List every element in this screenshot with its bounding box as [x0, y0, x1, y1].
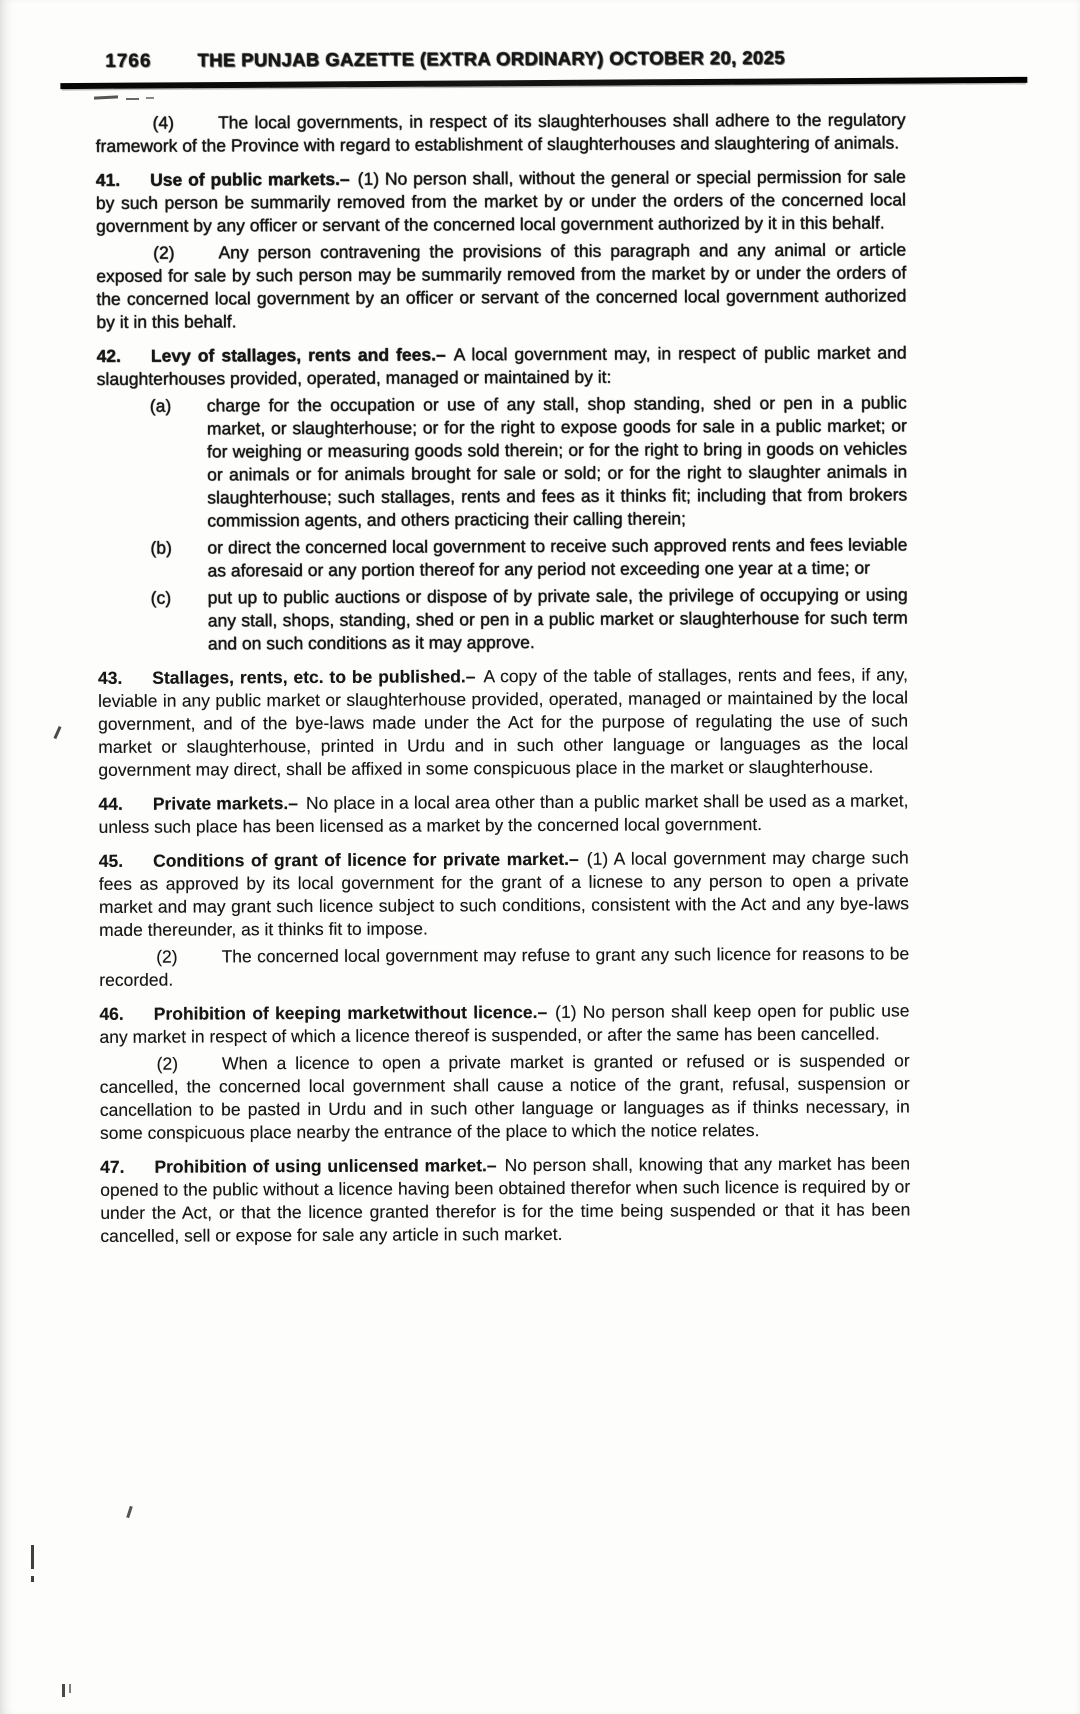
paragraph-4	[95, 108, 905, 158]
section-42-item-b-marker: (b)	[150, 537, 172, 558]
header-rule	[60, 77, 1027, 89]
section-45-sub-2-marker: (2)	[156, 946, 178, 967]
section-42-item-c	[98, 583, 908, 656]
scan-artifact	[69, 1684, 71, 1693]
section-41	[96, 165, 906, 238]
section-47-text: No person shall, knowing that any market has been opened to the public without a licence having been obtained therefor when such licence is required by or under the Act, or that the licence granted therefor is for the time being suspended or that it has been cancelled, sell or expose for sale any article in such market.	[100, 1153, 911, 1246]
section-44-number: 44.	[98, 793, 123, 814]
section-41-number: 41.	[95, 169, 121, 190]
section-41-sub-2-marker: (2)	[153, 242, 175, 263]
page-header	[0, 0, 1080, 73]
section-44-text: No place in a local area other than a public market shall be used as a market, unless such place has been licensed as a market by the concerned local government.	[98, 790, 909, 837]
section-43-text: A copy of the table of stallages, rents and fees, if any, leviable in any public market or slaughterhouse provided, operated, managed or maintained by the local government, and of the bye-laws made under the Act for the purpose of regulating the use of such market or slaughterhouse, printed in Urdu and in such other language or languages as the local government may direct, shall be affixed in some conspicuous place in the market or slaughterhouse.	[98, 664, 909, 780]
section-47	[100, 1152, 910, 1248]
scan-artifact	[146, 97, 154, 99]
section-42-title: Levy of stallages, rents and fees.–	[150, 344, 446, 366]
section-45-sub-2-text: The concerned local government may refuse to grant any such licence for reasons to be recorded.	[99, 943, 910, 990]
section-45-sub-2	[99, 942, 909, 992]
section-47-title: Prohibition of using unlicensed market.–	[154, 1155, 497, 1177]
section-47-number: 47.	[100, 1156, 125, 1177]
scan-artifact	[126, 1506, 133, 1518]
scan-artifact	[62, 1684, 65, 1697]
section-43-title: Stallages, rents, etc. to be published.–	[152, 666, 476, 688]
section-45-title: Conditions of grant of licence for private market.–	[153, 848, 579, 871]
section-42-number: 42.	[96, 345, 121, 366]
section-42-item-a-marker: (a)	[149, 395, 172, 416]
section-42	[97, 341, 907, 391]
section-46-sub-2	[100, 1049, 910, 1145]
section-41-sub-2-text: Any person contravening the provisions of this paragraph and any animal or article exposed for sale by such person may be summarily removed from the market by or under the orders of the concerned local government by an officer or servant of the concerned local government authorized by it in this behalf.	[96, 239, 907, 332]
section-42-item-a	[97, 391, 908, 533]
paragraph-4-marker: (4)	[152, 112, 174, 133]
scan-artifact	[31, 1576, 34, 1582]
section-42-item-b-text: or direct the concerned local government to receive such approved rents and fees leviable as aforesaid or any portion thereof for any period not exceeding one year at a time; or	[207, 534, 908, 581]
section-43-number: 43.	[97, 667, 123, 688]
section-45	[99, 846, 909, 942]
section-44-title: Private markets.–	[152, 793, 299, 814]
section-41-sub-2	[96, 238, 906, 334]
section-45-number: 45.	[98, 850, 124, 871]
section-46-sub-2-text: When a licence to open a private market is granted or refused or is suspended or cancelled, the concerned local government shall cause a notice of the grant, refusal, suspension or cancellation to be pasted in Urdu and in such other language or languages as if thinks necessary, in some conspicuous place nearby the entrance of the place to which the notice relates.	[99, 1050, 910, 1143]
gazette-title: THE PUNJAB GAZETTE (EXTRA ORDINARY) OCTOBER 20, 2025	[197, 46, 786, 71]
page-number: 1766	[105, 50, 152, 72]
document-body	[95, 108, 910, 1248]
section-41-text: (1) No person shall, without the general or special permission for sale by such person be summarily removed from the market by or under the orders of the concerned local government by any officer or servant of the concerned local government authorized by it in this behalf.	[95, 166, 906, 236]
section-42-item-a-text: charge for the occupation or use of any stall, shop standing, shed or pen in a public market, or slaughterhouse; or for the right to expose goods for sale in a public market; or for weighing or measuring goods sold therein; or for the right to bring in goods on vehicles or animals or for animals brought for sale or sold; or for the right to slaughter animals in slaughterhouse; such stallages, rents and fees as it thinks fit; including that from brokers commission agents, and others practicing their calling therein;	[206, 392, 908, 531]
section-42-item-c-marker: (c)	[150, 587, 172, 608]
section-43	[98, 663, 908, 782]
scan-artifact	[126, 98, 139, 100]
section-46-number: 46.	[99, 1003, 124, 1024]
section-46	[99, 999, 909, 1049]
paragraph-4-text: The local governments, in respect of its slaughterhouses shall adhere to the regulatory framework of the Province with regard to establishment of slaughterhouses and slaughtering of animals.	[95, 109, 906, 156]
section-42-text: A local government may, in respect of public market and slaughterhouses provided, operated, managed or maintained by it:	[96, 342, 907, 389]
section-45-text: (1) A local government may charge such fees as approved by its local government for the grant of a licnese to any person to open a private market and may grant such licence subject to such conditions, consistent with the Act and any bye-laws made thereunder, as it thinks fit to impose.	[98, 847, 909, 940]
section-42-item-c-text: put up to public auctions or dispose of by private sale, the privilege of occupying or using any stall, shops, standing, shed or pen in a public market or slaughterhouse for such term and on such conditions as it may approve.	[207, 584, 908, 654]
section-46-sub-2-marker: (2)	[156, 1053, 179, 1074]
section-44	[98, 789, 908, 839]
section-46-title: Prohibition of keeping marketwithout licence.–	[153, 1001, 548, 1024]
section-41-title: Use of public markets.–	[150, 168, 350, 190]
section-42-item-b	[97, 533, 907, 583]
section-46-text: (1) No person shall keep open for public use any market in respect of which a licence thereof is suspended, or after the same has been cancelled.	[99, 1000, 910, 1047]
scan-artifact	[31, 1545, 34, 1569]
